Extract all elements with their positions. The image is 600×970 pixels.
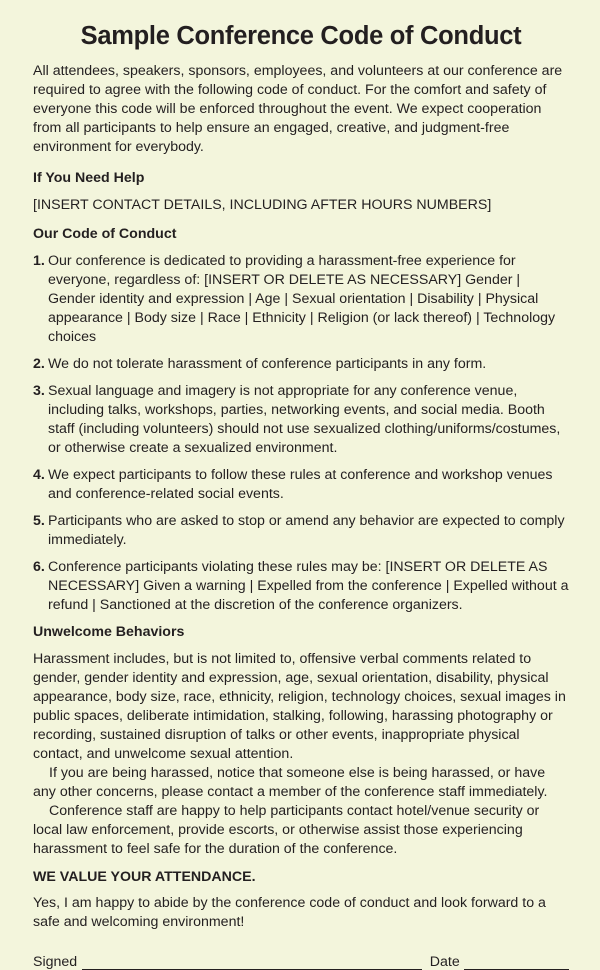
help-contact: [INSERT CONTACT DETAILS, INCLUDING AFTER HOURS NUMBERS]: [33, 197, 492, 213]
code-item-number: 6.: [33, 559, 45, 575]
code-item-number: 2.: [33, 356, 45, 372]
code-heading: Our Code of Conduct: [33, 226, 177, 242]
code-item-number: 4.: [33, 467, 45, 483]
code-item-text: Our conference is dedicated to providing a harassment-free experience for everyone, regardless of: [INSERT OR DELETE AS NECESSARY] Gender | Gender identity and expression | Age | Sexual orientation | Disability | Physical appearance | Body size | Race | Ethnicity | Religion (or lack thereof) | Technology choices: [48, 253, 556, 345]
signed-label: Signed: [33, 954, 78, 970]
code-item: [33, 558, 569, 615]
unwelcome-section: [33, 623, 569, 859]
code-item-text: We do not tolerate harassment of conference participants in any form.: [48, 356, 487, 372]
code-item-text: We expect participants to follow these rules at conference and workshop venues and conference-related social events.: [48, 467, 553, 502]
code-list: [33, 252, 569, 615]
code-item-number: 5.: [33, 513, 45, 529]
signature-line[interactable]: [82, 955, 422, 970]
date-line[interactable]: [464, 955, 569, 970]
date-label: Date: [429, 954, 460, 970]
value-heading: WE VALUE YOUR ATTENDANCE.: [33, 869, 256, 885]
unwelcome-heading: Unwelcome Behaviors: [33, 624, 185, 640]
code-item: [33, 466, 569, 504]
page-title: Sample Conference Code of Conduct: [80, 22, 522, 50]
code-item: [33, 382, 569, 458]
code-item-text: Conference participants violating these rules may be: [INSERT OR DELETE AS NECESSARY] Given a warning | Expelled from the conference | Expelled without a refund | Sanctioned at the discretion of the conference organizers.: [48, 559, 569, 613]
help-heading: If You Need Help: [33, 170, 145, 186]
unwelcome-paragraph: If you are being harassed, notice that someone else is being harassed, or have any other concerns, please contact a member of the conference staff immediately.: [33, 765, 548, 800]
code-item: [33, 355, 569, 374]
intro-paragraph: All attendees, speakers, sponsors, employees, and volunteers at our conference are required to agree with the following code of conduct. For the comfort and safety of everyone this code will be enforced throughout the event. We expect cooperation from all participants to help ensure an engaged, creative, and judgment-free environment for everybody.: [33, 63, 563, 155]
code-item-number: 1.: [33, 253, 45, 269]
unwelcome-paragraph: Conference staff are happy to help participants contact hotel/venue security or local law enforcement, provide escorts, or otherwise assist those experiencing harassment to feel safe for the duration of the conference.: [33, 803, 540, 857]
code-item-text: Sexual language and imagery is not appropriate for any conference venue, including talks, workshops, parties, networking events, and social media. Booth staff (including volunteers) should not use sexualized clothing/uniforms/costumes, or otherwise create a sexualized environment.: [48, 383, 561, 456]
code-item: [33, 252, 569, 347]
agreement-text: Yes, I am happy to abide by the conference code of conduct and look forward to a safe and welcoming environment!: [33, 895, 546, 930]
unwelcome-paragraph: Harassment includes, but is not limited to, offensive verbal comments related to gender, gender identity and expression, age, sexual orientation, disability, physical appearance, body size, race, ethnicity, religion, technology choices, sexual images in public spaces, deliberate intimidation, stalking, following, harassing photography or recording, sustained disruption of talks or other events, inappropriate physical contact, and unwelcome sexual attention.: [33, 651, 566, 762]
code-item: [33, 512, 569, 550]
code-item-text: Participants who are asked to stop or amend any behavior are expected to comply immediately.: [48, 513, 565, 548]
code-item-number: 3.: [33, 383, 45, 399]
signature-row: [33, 954, 569, 970]
